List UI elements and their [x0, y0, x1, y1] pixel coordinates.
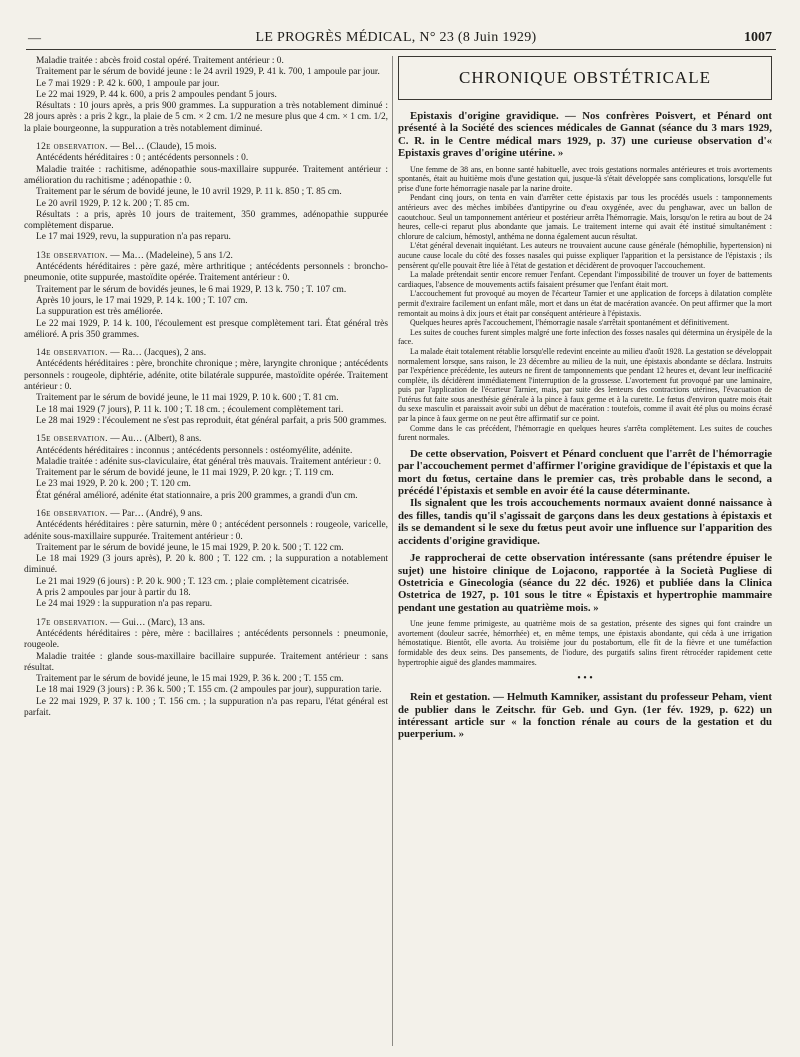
case-label: 16e observation. [36, 508, 108, 519]
paragraph-text: Antécédents héréditaires : père, bronchite chronique ; mère, laryngite chronique ; antécédents personnels : rougeole, diphtérie, adénite, otite bilatérale suppurée, mastoïdite opérée. Traitement antérieur : 0. [24, 359, 388, 393]
running-title: LE PROGRÈS MÉDICAL, N° 23 (8 Juin 1929) [255, 30, 537, 45]
paragraph-text: Traitement par le sérum de bovidé jeune, le 11 mai 1929, P. 10 k. 600 ; T. 81 cm. [36, 393, 339, 404]
case-paragraph [24, 588, 388, 599]
case-paragraph [24, 319, 388, 342]
quote-paragraph: La malade était totalement rétablie lorsqu'elle redevint enceinte au milieu d'août 1928. La gestation se développait normalement lorsque, sans raison, le 23 décembre au milieu de la nuit, une épistaxis abondante se déclara. Instruits par l'expérience précédente, les auteurs ne firent de tamponnements que pendant 12 heures et, devant leur inefficacité complète, ils décidèrent immédiatement l'interruption de la grossesse. L'avortement fut provoqué par une laminaire, puis par l'application de l'écarteur Tarnier, mais, par suite des lenteurs des contractions utérines, l'évacuation de l'utérus fut faite sous anesthésie générale à la pince à faux germe et à la curette. Le fœtus d'environ quatre mois était du sexe masculin et paraissait avoir subi un début de macération : toutefois, comme il avait été plus ou moins écrasé par la pince à faux germe on ne peut être affirmatif sur ce point. [398, 346, 772, 424]
paragraph-text: — Au… (Albert), 8 ans. [107, 434, 202, 445]
case-paragraph [24, 307, 388, 318]
quoted-lojacono-case [398, 619, 772, 667]
paragraph-text: Résultats : a pris, après 10 jours de traitement, 350 grammes, adénopathie suppurée complètement disparue. [24, 209, 388, 232]
section-separator: • • • [577, 673, 593, 685]
paragraph-text: Maladie traitée : adénite sus-claviculaire, état général très mauvais. Traitement antérieur : 0. [36, 456, 381, 467]
paragraph-text: Résultats : 10 jours après, a pris 900 grammes. La suppuration a très notablement diminué : 28 jours après : a pris 2 kgr., la plaie de 5 cm. × 2 cm. 1/2 ne mesure plus que 4 cm. × 1 cm. 1/2, la plaie bourgeonne, la suppuration a très notablement diminué. [24, 101, 388, 134]
left-column [24, 56, 388, 1046]
case-paragraph [24, 652, 388, 675]
case-paragraph [24, 187, 388, 198]
paragraph-text: Le 24 mai 1929 : la suppuration n'a pas reparu. [36, 599, 213, 610]
case-heading [24, 434, 388, 445]
paragraph-text: — Ma… (Madeleine), 5 ans 1/2. [107, 250, 233, 261]
paragraph-text: Antécédents héréditaires : père saturnin, mère 0 ; antécédent personnels : rougeole, varicelle, adénite sous-maxillaire suppurée. Traitement antérieur : 0. [24, 520, 388, 542]
paragraph-text: Traitement par le sérum de bovidé jeune : le 24 avril 1929, P. 41 k. 700, 1 ampoule par jour. [36, 67, 380, 78]
case-label: 14e observation. [36, 348, 108, 359]
paragraph-text: Maladie traitée : abcès froid costal opéré. Traitement antérieur : 0. [36, 56, 284, 66]
section-title-box [398, 56, 772, 100]
case-paragraph [24, 101, 388, 135]
quote-paragraph: Les suites de couches furent simples malgré une forte infection des fosses nasales qui détermina un érysipèle de la face. [398, 327, 772, 347]
case-heading [24, 509, 388, 520]
case-paragraph [24, 90, 388, 101]
case-paragraph [24, 577, 388, 588]
paragraph-text: Le 17 mai 1929, revu, la suppuration n'a pas reparu. [36, 232, 231, 243]
case-paragraph [24, 296, 388, 307]
right-column [398, 56, 772, 1046]
paragraph-text: Maladie traitée : rachitisme, adénopathie sous-maxillaire suppurée. Traitement antérieur : amélioration du rachitisme ; adénopathie : 0. [24, 164, 388, 186]
case-paragraph [24, 56, 388, 67]
paragraph-text: Le 18 mai 1929 (3 jours après), P. 20 k. 800 ; T. 122 cm. ; la suppuration a notablement diminué. [24, 554, 388, 576]
section-title: CHRONIQUE OBSTÉTRICALE [459, 67, 711, 87]
lojacono-paragraph: Je rapprocherai de cette observation intéressante (sans prétendre épuiser le sujet) une histoire clinique de Lojacono, rapportée à la Società Pugliese di Ostetricia e Ginecologia (séance du 22 déc. 1926) et publiée dans la Clinica Ostetrica de 1927, p. 101 sous le titre « Épistaxis et hypertrophie mammaire pendant une gestation au quatrième mois. » [398, 552, 772, 614]
sex-remark-paragraph: Ils signalent que les trois accouchements normaux avaient donné naissance à des filles, tandis qu'il s'agissait de garçons dans les deux gestations à épistaxis et ils se demandent si le sexe du fœtus peut avoir une influence sur l'apparition des accidents d'origine gravidique. [398, 497, 772, 547]
case-paragraph [24, 520, 388, 543]
paragraph-text: La suppuration est très améliorée. [36, 307, 163, 318]
paragraph-text: Le 18 mai 1929 (7 jours), P. 11 k. 100 ; T. 18 cm. ; écoulement complètement tari. [36, 404, 344, 415]
case-paragraph [24, 232, 388, 243]
paragraph-text: Antécédents héréditaires : 0 ; antécédents personnels : 0. [36, 153, 249, 164]
paragraph-text: Le 21 mai 1929 (6 jours) : P. 20 k. 900 ; T. 123 cm. ; plaie complètement cicatrisée. [36, 576, 349, 587]
case-paragraph [24, 629, 388, 652]
quote-paragraph: L'accouchement fut provoqué au moyen de l'écarteur Tarnier et une application de forceps à dilatation complète permit d'extraire facilement un enfant mâle, mort et dans un état de macération avancée. On peut affirmer que la mort remontait au moins à dix jours et était par conséquent antérieure à l'épistaxis. [398, 289, 772, 318]
case-paragraph [24, 153, 388, 164]
case-paragraph [24, 262, 388, 285]
paragraph-text: Traitement par le sérum de bovidé jeune, le 11 mai 1929, P. 20 kgr. ; T. 119 cm. [36, 468, 334, 479]
paragraph-text: Le 22 mai 1929, P. 44 k. 600, a pris 2 ampoules pendant 5 jours. [36, 89, 277, 100]
paragraph-text: — Par… (André), 9 ans. [107, 508, 203, 519]
case-paragraph [24, 285, 388, 296]
page-number: 1007 [744, 30, 772, 45]
case-gap [24, 611, 388, 618]
case-paragraph [24, 468, 388, 479]
paragraph-text: — Gui… (Marc), 13 ans. [107, 617, 206, 628]
paragraph-text: État général amélioré, adénite état stationnaire, a pris 200 grammes, a grandi d'un cm. [36, 490, 358, 501]
quote-paragraph: Une femme de 38 ans, en bonne santé habituelle, avec trois gestations normales antérieures et trois avortements spontanés, était au huitième mois d'une gestation qui, jusque-là s'était développée sans complications, lorsqu'elle fut prise d'une forte hémorragie nasale par la narine droite. [398, 164, 772, 193]
case-paragraph [24, 79, 388, 90]
paragraph-text: Antécédents héréditaires : inconnus ; antécédents personnels : ostéomyélite, adénite. [36, 445, 353, 456]
header-dash: — [28, 30, 41, 45]
case-gap [24, 502, 388, 509]
paragraph-text: Traitement par le sérum de bovidé jeune, le 15 mai 1929, P. 20 k. 500 ; T. 122 cm. [36, 542, 344, 553]
quote-paragraph: Quelques heures après l'accouchement, l'hémorragie nasale s'arrêtait spontanément et définitivement. [410, 318, 730, 328]
paragraph-text: Le 22 mai 1929, P. 14 k. 100, l'écoulement est presque complètement tari. État général très amélioré. A pris 350 grammes. [24, 318, 388, 340]
paragraph-text: Après 10 jours, le 17 mai 1929, P. 14 k. 100 ; T. 107 cm. [36, 295, 248, 306]
case-paragraph [24, 393, 388, 404]
case-paragraph [24, 405, 388, 416]
paragraph-text: A pris 2 ampoules par jour à partir du 18. [36, 588, 191, 599]
paragraph-text: Maladie traitée : glande sous-maxillaire bacillaire suppurée. Traitement antérieur : sans résultat. [24, 651, 388, 673]
case-heading [24, 142, 388, 153]
case-paragraph [24, 210, 388, 233]
case-heading [24, 251, 388, 262]
paragraph-text: Traitement par le sérum de bovidés jeunes, le 6 mai 1929, P. 13 k. 750 ; T. 107 cm. [36, 284, 347, 295]
case-paragraph [24, 416, 388, 427]
paragraph-text: Le 18 mai 1929 (3 jours) : P. 36 k. 500 ; T. 155 cm. (2 ampoules par jour), suppuration tarie. [36, 685, 382, 696]
quote-paragraph: Comme dans le cas précédent, l'hémorragie en quelques heures s'arrêta complètement. Les suites de couches furent normales. [398, 423, 772, 443]
paragraph-text: — Ra… (Jacques), 2 ans. [107, 348, 207, 359]
case-paragraph [24, 674, 388, 685]
case-paragraph [24, 543, 388, 554]
paragraph-text: Antécédents héréditaires : père gazé, mère arthritique ; antécédents personnels : broncho-pneumonie, otite suppurée, mastoïdite opérée. Traitement antérieur : 0. [24, 262, 388, 284]
case-paragraph [24, 67, 388, 78]
case-paragraph [24, 491, 388, 502]
conclusion-paragraph: De cette observation, Poisvert et Pénard concluent que l'arrêt de l'hémorragie par l'accouchement permet d'affirmer l'origine gravidique de l'épistaxis et que la mort du fœtus, certaine dans le premier cas, très probable dans le second, a précédé l'épistaxis et semble en avoir été la cause déterminante. [398, 447, 772, 498]
quote-paragraph: La malade prétendait sentir encore remuer l'enfant. Cependant l'impossibilité de trouver un foyer de battements cardiaques, l'absence de mouvements actifs faisaient présumer que l'enfant était mort. [398, 270, 772, 289]
paragraph-text: Antécédents héréditaires : père, mère : bacillaires ; antécédents personnels : pneumonie, rougeole. [24, 628, 388, 651]
quote-paragraph: Une jeune femme primigeste, au quatrième mois de sa gestation, présente des signes qui font craindre un avortement (douleur sacrée, hémorrhée) et, en même temps, une épistaxis abondante, qui céda à une irrigation hémostatique. Bientôt, elle avorta. Au troisième jour du postabortum, elle fit de la fièvre et une tuméfaction formidable des deux seins. Des pansements, de l'iodure, des purgatifs salins firent rétrocéder rapidement cette hypertrophie aiguë des glandes mammaires. [398, 619, 772, 667]
case-paragraph [24, 479, 388, 490]
case-label: 13e observation. [36, 250, 108, 261]
case-heading [24, 348, 388, 359]
case-label: 17e observation. [36, 617, 108, 628]
kidney-gestation-paragraph: Rein et gestation. — Helmuth Kamniker, assistant du professeur Peham, vient de publier dans le Zeitschr. für Geb. und Gyn. (1er fév. 1929, p. 622) un intéressant article sur « la fonction rénale au cours de la gestation et du puerperium. » [398, 691, 772, 741]
paragraph-text: Traitement par le sérum de bovidé jeune, le 10 avril 1929, P. 11 k. 850 ; T. 85 cm. [36, 187, 342, 198]
column-divider [392, 56, 393, 1046]
case-paragraph [24, 446, 388, 457]
quoted-observation [398, 165, 772, 443]
quote-paragraph: L'état général devenait inquiétant. Les auteurs ne trouvaient aucune cause générale (hémophilie, hypertension) ni aucune cause locale du côté des fosses nasales qui puisse expliquer l'apparition et la persistance de l'épistaxis ; ils pensèrent qu'elle pouvait être liée à l'état de gestation et décidèrent de provoquer l'accouchement. [398, 241, 772, 270]
paragraph-text: Le 23 mai 1929, P. 20 k. 200 ; T. 120 cm. [36, 479, 191, 490]
case-paragraph [24, 359, 388, 393]
case-gap [24, 244, 388, 251]
paragraph-text: — Bel… (Claude), 15 mois. [107, 142, 217, 153]
case-paragraph [24, 165, 388, 188]
paragraph-text: Le 7 mai 1929 : P. 42 k. 600, 1 ampoule par jour. [36, 78, 220, 89]
case-paragraph [24, 457, 388, 468]
case-label: 12e observation. [36, 142, 108, 153]
paragraph-text: Le 28 mai 1929 : l'écoulement ne s'est pas reproduit, état général parfait, a pris 500 grammes. [36, 415, 387, 426]
case-paragraph [24, 697, 388, 720]
case-paragraph [24, 599, 388, 610]
header-rule [26, 49, 776, 50]
paragraph-text: Traitement par le sérum de bovidé jeune, le 15 mai 1929, P. 36 k. 200 ; T. 155 cm. [36, 674, 344, 685]
case-heading [24, 618, 388, 629]
case-paragraph [24, 554, 388, 577]
case-paragraph [24, 199, 388, 210]
case-paragraph [24, 685, 388, 696]
lead-paragraph-epistaxis: Epistaxis d'origine gravidique. — Nos confrères Poisvert, et Pénard ont présenté à la Société des sciences médicales de Gannat (séance du 3 mars 1929, C. R. in le Centre médical mars 1929, p. 37) une curieuse observation d'« Epistaxis graves d'origine utérine. » [398, 110, 772, 160]
paragraph-text: Le 22 mai 1929, P. 37 k. 100 ; T. 156 cm. ; la suppuration n'a pas reparu, l'état général est parfait. [24, 696, 388, 719]
paragraph-text: Le 20 avril 1929, P. 12 k. 200 ; T. 85 cm. [36, 198, 190, 209]
running-header [20, 30, 772, 50]
quote-paragraph: Pendant cinq jours, on tenta en vain d'arrêter cette épistaxis par tous les procédés usuels : tamponnements antérieurs avec des mèches imbibées d'antipyrine ou d'eau oxygénée, avec du penghawar, avec un ballon de caoutchouc. Seul un tamponnement antérieur et postérieur arrêta l'hémorragie. Mais, lorsqu'on le retira au bout de 24 heures, celle-ci reparut plus abondante que jamais. Le traitement interne qui avait été institué simultanément : chlorure de calcium, hémostyl, anthéma ne donna également aucun résultat. [398, 193, 772, 241]
case-label: 15e observation. [36, 434, 108, 445]
